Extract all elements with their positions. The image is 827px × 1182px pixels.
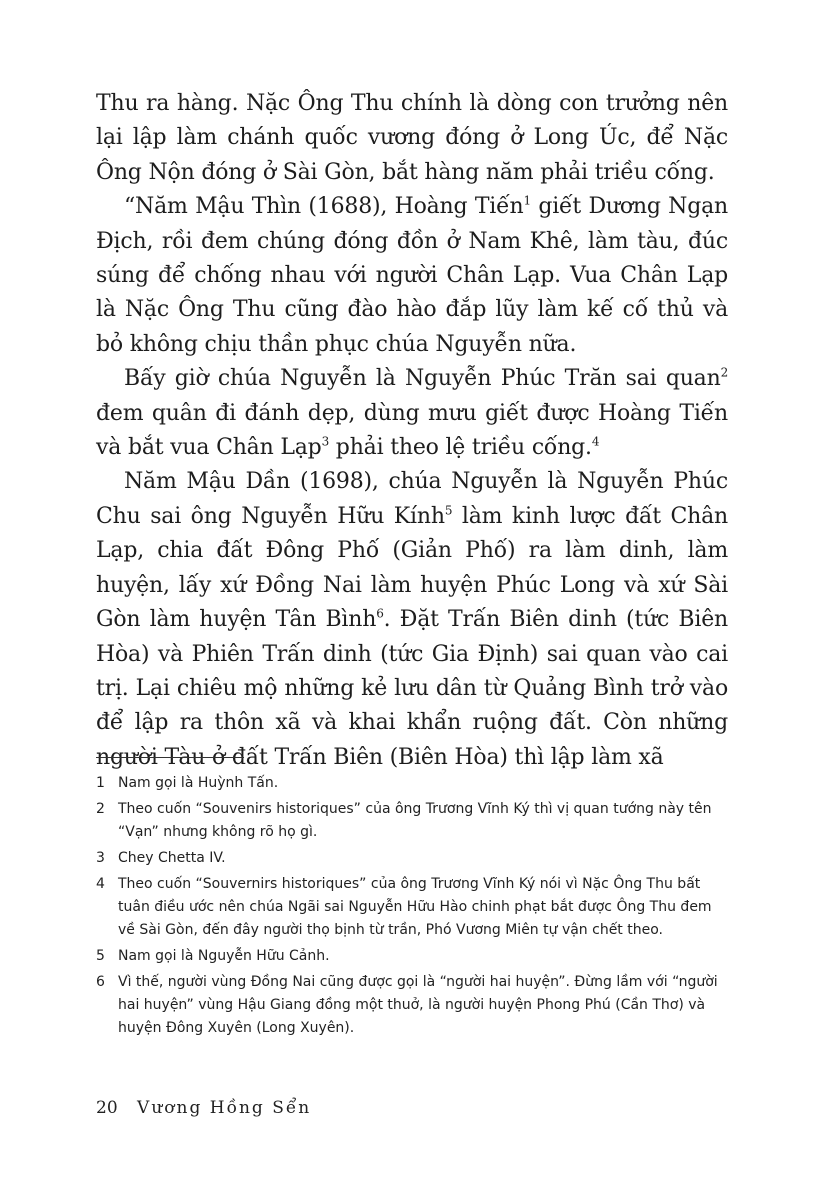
footnote-text: Vì thế, người vùng Đồng Nai cũng được gọi là “người hai huyện”. Đừng lầm với “người hai huyện” vùng Hậu Giang đồng một thuở, là người huyện Phong Phú (Cần Thơ) và huyện Đông Xuyên (Long Xuyên).	[118, 974, 718, 1036]
footnote-marker: 1	[523, 193, 531, 208]
footnote-marker: 5	[444, 503, 453, 518]
footnote-text: Theo cuốn “Souvernirs historiques” của ông Trương Vĩnh Ký nói vì Nặc Ông Thu bất tuân điều ước nên chúa Ngãi sai Nguyễn Hữu Hào chinh phạt bắt được Ông Thu đem về Sài Gòn, đến đây người thọ bịnh từ trần, Phó Vương Miên tự vận chết theo.	[118, 876, 712, 938]
footnote	[96, 873, 728, 942]
footnote	[96, 798, 728, 844]
text-run: giết Dương Ngạn Địch, rồi đem chúng đóng đồn ở Nam Khê, làm tàu, đúc súng để chống nhau với người Chân Lạp. Vua Chân Lạp là Nặc Ông Thu cũng đào hào đắp lũy làm kế cố thủ và bỏ không chịu thần phục chúa Nguyễn nữa.	[96, 194, 728, 357]
running-author: Vương Hồng Sển	[137, 1098, 312, 1118]
footnote-number: 1	[96, 775, 105, 791]
footnote-number: 3	[96, 850, 105, 866]
paragraph	[96, 465, 728, 775]
text-run: làm kinh lược đất Chân Lạp, chia đất Đông Phố (Giản Phố) ra làm dinh, làm huyện, lấy xứ Đồng Nai làm huyện Phúc Long và xứ Sài Gòn làm huyện Tân Bình	[96, 503, 728, 633]
text-run: Năm Mậu Dần (1698), chúa Nguyễn là Nguyễn Phúc Chu sai ông Nguyễn Hữu Kính	[96, 469, 728, 529]
footnote-number: 2	[96, 801, 105, 817]
page-footer	[96, 1098, 311, 1118]
footnote-marker: 3	[321, 434, 330, 449]
footnote-marker: 2	[720, 365, 728, 380]
text-run: Thu ra hàng. Nặc Ông Thu chính là dòng con trưởng nên lại lập làm chánh quốc vương đóng ở Long Úc, để Nặc Ông Nộn đóng ở Sài Gòn, bắt hàng năm phải triều cống.	[96, 91, 728, 185]
footnote-marker: 6	[376, 606, 384, 621]
body-text	[96, 87, 728, 775]
footnote	[96, 971, 728, 1040]
paragraph	[96, 87, 728, 190]
paragraph	[96, 362, 728, 465]
footnote	[96, 945, 728, 968]
footnote-text: Chey Chetta IV.	[118, 850, 226, 866]
footnote-divider	[96, 757, 244, 758]
footnote-number: 5	[96, 948, 105, 964]
footnote-marker: 4	[591, 434, 600, 449]
paragraph	[96, 190, 728, 362]
text-run: đem quân đi đánh dẹp, dùng mưu giết được Hoàng Tiến và bắt vua Chân Lạp	[96, 400, 728, 461]
footnote-text: Nam gọi là Huỳnh Tấn.	[118, 775, 279, 791]
footnote-number: 6	[96, 974, 105, 990]
footnote-text: Theo cuốn “Souvenirs historiques” của ông Trương Vĩnh Ký thì vị quan tướng này tên “Vạn” nhưng không rõ họ gì.	[118, 801, 712, 840]
text-run: . Đặt Trấn Biên dinh (tức Biên Hòa) và Phiên Trấn dinh (tức Gia Định) sai quan vào cai trị. Lại chiêu mộ những kẻ lưu dân từ Quảng Bình trở vào để lập ra thôn xã và khai khẩn ruộng đất. Còn những người Tàu ở đất Trấn Biên (Biên Hòa) thì lập làm xã	[96, 607, 728, 770]
text-run: Bấy giờ chúa Nguyễn là Nguyễn Phúc Trăn sai quan	[124, 366, 721, 392]
footnote	[96, 772, 728, 795]
page-number: 20	[96, 1098, 118, 1118]
text-run: phải theo lệ triều cống.	[329, 435, 592, 461]
footnote	[96, 847, 728, 870]
text-run: “Năm Mậu Thìn (1688), Hoàng Tiến	[124, 194, 524, 220]
footnote-number: 4	[96, 876, 105, 892]
footnotes	[96, 772, 728, 1043]
footnote-text: Nam gọi là Nguyễn Hữu Cảnh.	[118, 948, 330, 964]
